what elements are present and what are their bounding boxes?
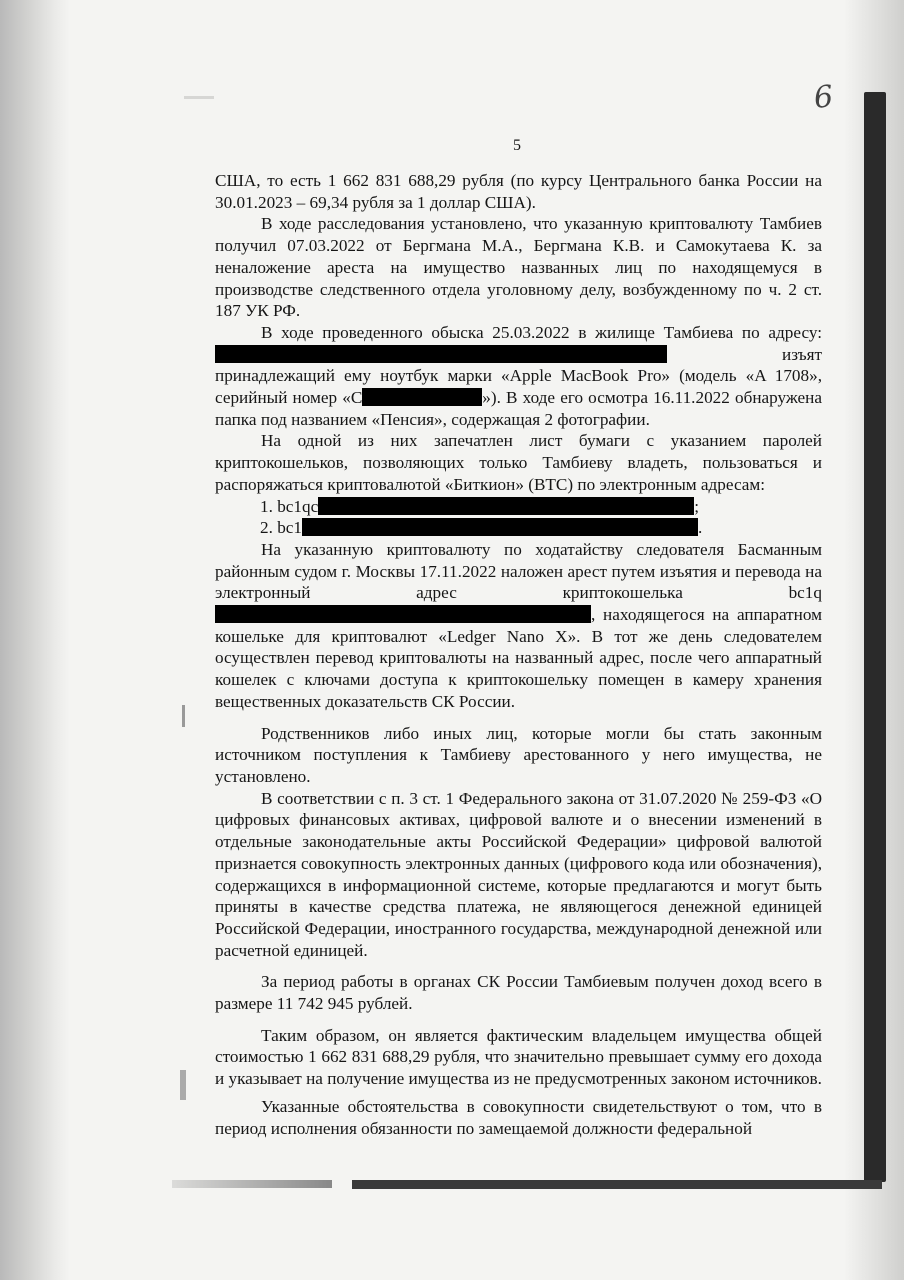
redacted-wallet-address: [215, 605, 591, 623]
paragraph: Указанные обстоятельства в совокупности свидетельствуют о том, что в период исполнения обязанности по замещаемой должности федеральной: [215, 1096, 822, 1138]
paragraph: [215, 322, 822, 431]
redacted-address: [215, 345, 667, 363]
redacted-wallet-address: [318, 497, 694, 515]
scan-shadow-left: [0, 0, 70, 1280]
paragraph: В соответствии с п. 3 ст. 1 Федерального закона от 31.07.2020 № 259-ФЗ «О цифровых финансовых активах, цифровой валюте и о внесении изменений в отдельные законодательные акты Российской Федерации» цифровой валютой признается совокупность электронных данных (цифрового кода или обозначения), содержащихся в информационной системе, которые предлагаются и могут быть приняты в качестве средства платежа, не являющегося денежной единицей Российской Федерации, иностранного государства, международной денежной или расчетной единицей.: [215, 788, 822, 960]
paragraph: США, то есть 1 662 831 688,29 рубля (по курсу Центрального банка России на 30.01.2023 – 69,34 рубля за 1 доллар США).: [215, 171, 822, 212]
scan-edge-bar-right: [864, 92, 886, 1182]
scan-artifact: [184, 96, 214, 99]
paragraph: Таким образом, он является фактическим владельцем имущества общей стоимостью 1 662 831 688,29 рубля, что значительно превышает сумму его дохода и указывает на получение имущества из не предусмотренных законом источников.: [215, 1025, 822, 1089]
handwritten-page-mark: 6: [812, 79, 835, 116]
paragraph-text: На указанную криптовалюту по ходатайству следователя Басманным районным судом г. Москвы 17.11.2022 наложен арест путем изъятия и перевода на электронный адрес криптокошелька bc1q: [215, 539, 822, 603]
list-item: [215, 496, 822, 518]
paragraph: [215, 539, 822, 713]
paragraph-text: »). В ходе его осмотра 16.11.2022 обнаружена папка под названием «Пенсия», содержащая 2 фотографии.: [215, 388, 822, 429]
paragraph-text: , находящегося на аппаратном кошельке для криптовалют «Ledger Nano X». В тот же день следователем осуществлен перевод криптовалюты на названный адрес, после чего аппаратный кошелек с ключами доступа к криптокошельку помещен в камеру хранения вещественных доказательств СК России.: [215, 605, 822, 711]
list-item-text: 2. bc1: [260, 518, 303, 538]
scan-edge-bar-bottom-faded: [172, 1180, 332, 1188]
document-body: [215, 170, 822, 1139]
list-item-text: ;: [694, 496, 700, 516]
paragraph: В ходе расследования установлено, что указанную криптовалюту Тамбиев получил 07.03.2022 от Бергмана М.А., Бергмана К.В. и Самокутаева К. за неналожение ареста на имущество названных лиц по находящемуся в производстве следственного отдела уголовному делу, возбужденному по ч. 2 ст. 187 УК РФ.: [215, 214, 822, 321]
redacted-wallet-address: [302, 518, 698, 536]
list-item: [215, 517, 822, 539]
paragraph-text: изъят принадлежащий ему ноутбук марки «Apple MacBook Pro» (модель «A 1708», серийный номер «С: [215, 344, 822, 408]
redacted-serial-number: [362, 388, 482, 406]
scan-artifact: [182, 705, 185, 727]
scan-edge-bar-bottom: [352, 1180, 882, 1189]
page-number: 5: [513, 137, 521, 154]
scan-artifact: [180, 1070, 186, 1100]
list-item-text: .: [698, 518, 703, 538]
paragraph: За период работы в органах СК России Тамбиевым получен доход всего в размере 11 742 945 рублей.: [215, 972, 822, 1014]
paragraph-text: В ходе проведенного обыска 25.03.2022 в жилище Тамбиева по адресу:: [261, 322, 822, 342]
paragraph: Родственников либо иных лиц, которые могли бы стать законным источником поступления к Тамбиеву арестованного у него имущества, не установлено.: [215, 723, 822, 786]
list-item-text: 1. bc1qc: [260, 496, 319, 516]
paragraph: На одной из них запечатлен лист бумаги с указанием паролей криптокошельков, позволяющих только Тамбиеву владеть, пользоваться и распоряжаться криптовалютой «Биткион» (BTC) по электронным адресам:: [215, 431, 822, 494]
